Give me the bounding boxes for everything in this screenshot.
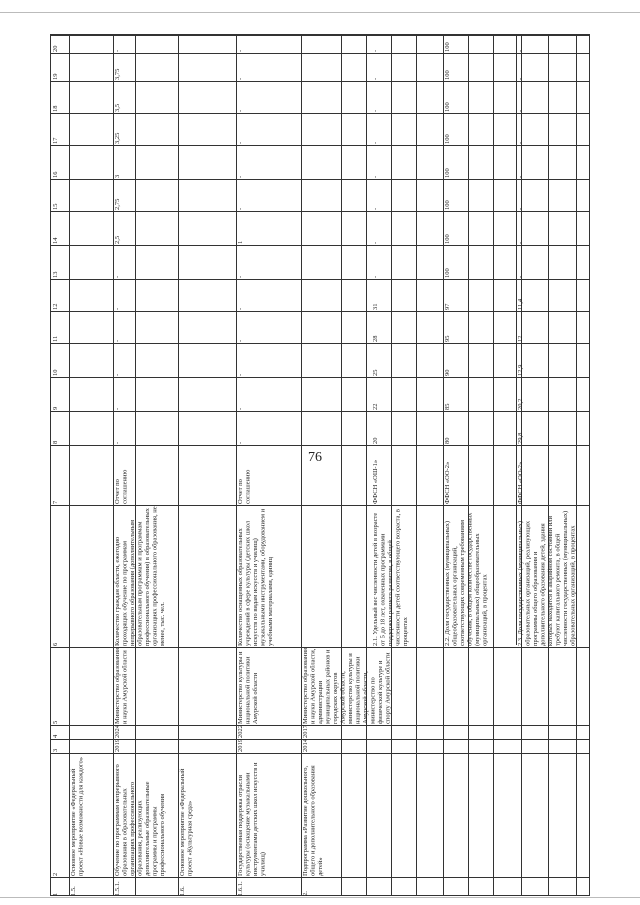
table-cell: Подпрограмма «Развитие дошкольного, общего и дополнительного образования детей» [302, 765, 324, 876]
table-cell: Отчет по соглашению [237, 469, 252, 504]
table-cell: - [372, 141, 379, 144]
table-cell: Основное мероприятие «Федеральный проект «Новые возможности для каждого» [70, 757, 85, 876]
table-cell: 3,75 [114, 68, 121, 80]
table-cell: 2,5 [114, 235, 121, 244]
table-cell: 20 [372, 437, 379, 444]
table-cell: - [517, 141, 524, 144]
table-cell: Основное мероприятие «Федеральный проект «Культурная среда» [179, 768, 194, 876]
table-cell: - [114, 275, 121, 278]
table-cell: Министерство образования и науки Амурской области, администрации муниципальных районов и городских округов Амурской области, министерство культуры и национальной политики Амурской области, министерство по физической культуре и спорту Амурской области [302, 648, 392, 724]
table-cell: 100 [444, 134, 451, 144]
table-cell: 95 [444, 335, 451, 342]
column-header: 14 [52, 237, 59, 244]
table-cell: 25 [372, 369, 379, 376]
scan-edge-top [0, 12, 640, 13]
table-cell: Обучение по программам непрерывного образования в образовательных организациях профессионального образования, реализующих дополнительные образовательные программы и программы профессионального обучения [114, 764, 166, 876]
column-header: 6 [52, 642, 59, 646]
table-cell: 3,25 [114, 132, 121, 144]
table-cell: - [114, 307, 121, 310]
table-cell: Министерство культуры и национальной политики Амурской области [237, 651, 259, 724]
table-cell: 100 [444, 168, 451, 178]
table-cell: 2.3. Доля государственных (муниципальных) образовательных организаций, реализующих программы общего образования и дополнительного образования детей, здания которых находятся в аварийном состоянии или требуют капитального ремонта, в общей численности государственных (муниципальных) образовательных организаций, в процентах [517, 510, 577, 646]
column-header: 9 [52, 406, 59, 410]
column-header: 15 [52, 203, 59, 210]
table-cell: - [114, 407, 121, 410]
column-header: 10 [52, 369, 59, 376]
table-cell: - [517, 275, 524, 278]
column-header: 17 [52, 137, 59, 144]
table-cell: 100 [444, 42, 451, 52]
table-cell: - [114, 441, 121, 444]
column-header: 16 [52, 171, 59, 178]
column-header: 1 [52, 892, 59, 896]
table-cell: 2014 [302, 739, 309, 752]
table-cell: 100 [444, 102, 451, 112]
table-cell: 2024 [114, 725, 121, 738]
table-cell: 1.6.1. [237, 881, 244, 896]
table-cell: - [237, 339, 244, 342]
table-cell: - [372, 109, 379, 112]
table-cell: 3,5 [114, 103, 121, 112]
table-cell: - [237, 275, 244, 278]
table-cell: 20,2 [517, 398, 524, 410]
table-cell: - [114, 339, 121, 342]
table-cell: 1.5.1. [114, 881, 121, 896]
table-cell: 85 [444, 403, 451, 410]
column-header: 19 [52, 73, 59, 80]
table-cell: Количество оснащенных образовательных учреждений в сфере культуры (детских школ искусств по видам искусств и училищ) музыкальными инструментами, оборудованием и учебными материалами, единиц [237, 508, 274, 646]
column-header: 12 [52, 303, 59, 310]
table-cell: 2.2. Доля государственных (муниципальных) общеобразовательных организаций, соответствующих современным требованиям обучения, в общем количестве государственных (муниципальных) общеобразовательных организаций, в процентах [444, 512, 489, 646]
table-cell: 11,4 [517, 298, 524, 310]
table-cell: Отчет по соглашению [114, 469, 129, 504]
table-cell: 2019 [114, 739, 121, 752]
column-header: 5 [52, 720, 59, 724]
table-cell: 22 [372, 403, 379, 410]
table-cell: - [237, 49, 244, 52]
table-cell: - [517, 49, 524, 52]
table-cell: 1.5. [70, 886, 77, 896]
table-cell: ФФСН «ОО-2» [517, 461, 524, 504]
column-header: 13 [52, 271, 59, 278]
table-cell: - [237, 373, 244, 376]
table-cell: - [517, 175, 524, 178]
table-cell: - [372, 241, 379, 244]
table-cell: 12,9 [517, 364, 524, 376]
table-cell: 100 [444, 200, 451, 210]
table-cell: - [237, 141, 244, 144]
table-cell: - [372, 77, 379, 80]
table-cell: 2022 [237, 725, 244, 738]
table-cell: - [372, 207, 379, 210]
table-cell: 80 [444, 437, 451, 444]
table-cell: 3 [114, 174, 121, 178]
table-cell: 29,8 [517, 432, 524, 444]
table-cell: 90 [444, 369, 451, 376]
column-header: 11 [52, 335, 59, 342]
table-cell: 100 [444, 234, 451, 244]
table-cell: - [517, 77, 524, 80]
table-cell: 100 [444, 268, 451, 278]
table-cell: Количество граждан области, ежегодно проходящих обучение по программам непрерывного образования (дополнительным образовательным программам и программам профессионального обучения) в образовательных организациях профессионального образования, не менее, тыс. чел. [114, 506, 166, 646]
table-cell: - [114, 49, 121, 52]
indicator-table [50, 34, 590, 896]
column-header: 4 [52, 734, 59, 738]
table-cell: 12 [517, 335, 524, 342]
column-header: 8 [52, 440, 59, 444]
table-cell: 2,75 [114, 198, 121, 210]
scan-edge-bottom [0, 897, 640, 898]
table-cell: - [114, 373, 121, 376]
table-cell: Министерство образования и науки Амурской области [114, 648, 129, 724]
table-cell: 31 [372, 303, 379, 310]
table-cell: - [372, 275, 379, 278]
column-header: 7 [52, 500, 59, 504]
table-cell: ФФСН «ОО-2» [444, 461, 451, 504]
table-cell: 1 [237, 240, 244, 244]
column-header: 3 [52, 748, 59, 752]
table-cell: - [517, 241, 524, 244]
table-cell: 1.6. [179, 886, 186, 896]
table-cell: - [237, 77, 244, 80]
table-cell: 100 [444, 70, 451, 80]
table-cell: 97 [444, 303, 451, 310]
table-cell: - [237, 307, 244, 310]
table-cell: - [237, 441, 244, 444]
table-cell: - [372, 175, 379, 178]
column-header: 20 [52, 45, 59, 52]
table-cell: - [237, 175, 244, 178]
table-cell: Государственная поддержка отрасли культуры (оснащение музыкальными инструментами детских школ искусств и училищ) [237, 762, 267, 876]
table-cell: - [237, 207, 244, 210]
table-cell: ФФСН «ОШ-1» [372, 459, 379, 504]
column-header: 2 [52, 872, 59, 876]
table-cell: - [372, 49, 379, 52]
table-cell: - [237, 407, 244, 410]
column-header: 18 [52, 105, 59, 112]
table-cell: 28 [372, 335, 379, 342]
table-cell: 2. [302, 891, 309, 896]
table-cell: 2019 [237, 739, 244, 752]
table-cell: - [517, 109, 524, 112]
table-cell: 2.1. Удельный вес численности детей в возрасте от 5 до 18 лет, охваченных программами поддержки раннего развития, в общей численности детей соответствующего возраста, в процентах [372, 509, 409, 646]
page-number: 76 [308, 450, 322, 465]
table-cell: 2017 [302, 725, 309, 738]
table-cell: - [517, 207, 524, 210]
table-cell: - [237, 109, 244, 112]
